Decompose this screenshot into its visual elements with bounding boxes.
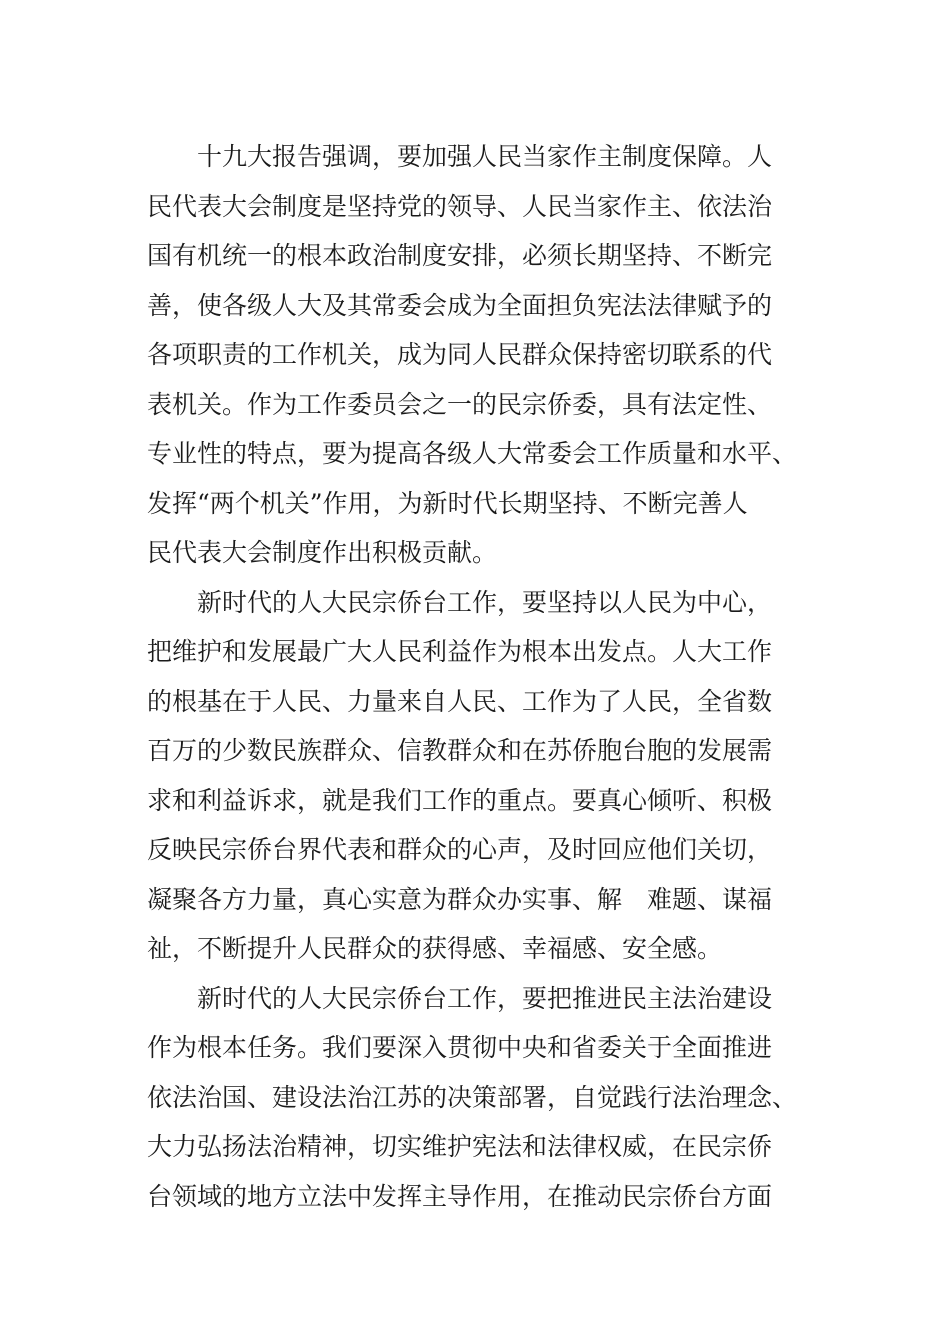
paragraph-2: [147, 578, 807, 974]
text-line: 凝聚各方力量，真心实意为群众办实事、解 难题、谋福: [147, 884, 773, 914]
text-line: 依法治国、建设法治江苏的决策部署，自觉践行法治理念、: [147, 1082, 798, 1112]
text-line: 新时代的人大民宗侨台工作，要把推进民主法治建设: [197, 983, 773, 1013]
text-line: 祉，不断提升人民群众的获得感、幸福感、安全感。: [147, 934, 723, 963]
paragraph-1: [147, 132, 807, 578]
text-line: 十九大报告强调，要加强人民当家作主制度保障。人: [197, 142, 773, 171]
text-line: 民代表大会制度作出积极贡献。: [147, 538, 498, 567]
text-line: 新时代的人大民宗侨台工作，要坚持以人民为中心，: [197, 587, 773, 617]
text-line: 民代表大会制度是坚持党的领导、人民当家作主、依法治: [147, 191, 773, 221]
text-line: 国有机统一的根本政治制度安排，必须长期坚持、不断完: [147, 241, 773, 270]
text-line: 专业性的特点，要为提高各级人大常委会工作质量和水平、: [147, 439, 798, 468]
text-line: 求和利益诉求，就是我们工作的重点。要真心倾听、积极: [147, 785, 773, 815]
text-line: 百万的少数民族群众、信教群众和在苏侨胞台胞的发展需: [147, 736, 773, 765]
text-line: 反映民宗侨台界代表和群众的心声，及时回应他们关切，: [147, 835, 773, 864]
text-line: 善，使各级人大及其常委会成为全面担负宪法法律赋予的: [147, 290, 773, 320]
text-line: 的根基在于人民、力量来自人民、工作为了人民，全省数: [147, 686, 773, 716]
document-body: [147, 132, 807, 1221]
paragraph-3: [147, 974, 807, 1222]
text-line: 发挥“两个机关”作用，为新时代长期坚持、不断完善人: [147, 488, 748, 518]
text-line: 作为根本任务。我们要深入贯彻中央和省委关于全面推进: [147, 1033, 773, 1062]
text-line: 表机关。作为工作委员会之一的民宗侨委，具有法定性、: [147, 389, 773, 419]
text-line: 各项职责的工作机关，成为同人民群众保持密切联系的代: [147, 340, 773, 369]
text-line: 大力弘扬法治精神，切实维护宪法和法律权威，在民宗侨: [147, 1132, 773, 1161]
text-line: 把维护和发展最广大人民利益作为根本出发点。人大工作: [147, 637, 773, 666]
text-line: 台领域的地方立法中发挥主导作用，在推动民宗侨台方面: [147, 1181, 773, 1211]
